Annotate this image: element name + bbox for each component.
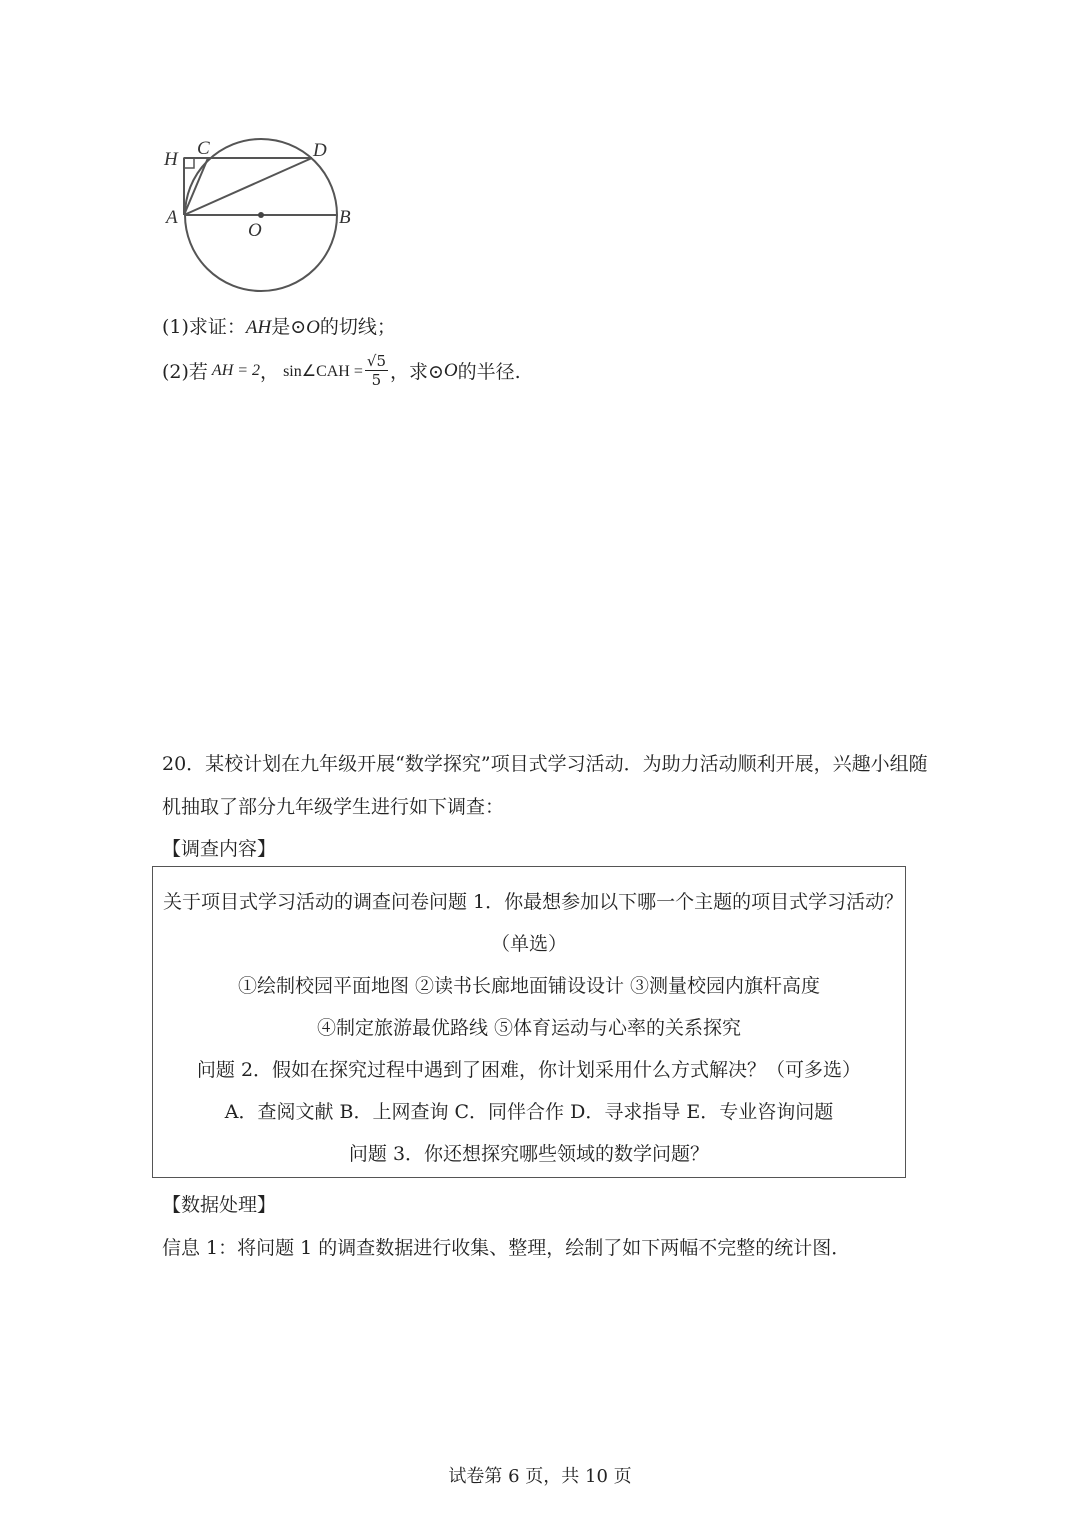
survey-single-choice: （单选） (490, 933, 567, 955)
survey-options-2: ④制定旅游最优路线 ⑤体育运动与心率的关系探究 (316, 1017, 742, 1039)
right-angle-mark (184, 158, 194, 168)
q19-part1: (1)求证：AH是⊙O的切线； (162, 316, 396, 338)
section-survey-heading: 【调查内容】 (162, 838, 277, 860)
survey-q1: 关于项目式学习活动的调查问卷问题 1．你最想参加以下哪一个主题的项目式学习活动？ (163, 891, 904, 913)
survey-options-1: ①绘制校园平面地图 ②读书长廊地面铺设设计 ③测量校园内旗杆高度 (237, 975, 821, 997)
q20-line2: 机抽取了部分九年级学生进行如下调查： (162, 796, 505, 818)
label-d: D (313, 140, 327, 161)
label-c: C (197, 138, 210, 159)
center-point (258, 212, 264, 218)
circle-tangent-figure (150, 128, 370, 303)
label-a: A (166, 207, 178, 228)
label-o: O (248, 220, 262, 241)
survey-q3: 问题 3．你还想探究哪些领域的数学问题？ (348, 1143, 710, 1165)
survey-box (152, 866, 906, 1178)
section-data-heading: 【数据处理】 (162, 1194, 277, 1216)
q19-part2: (2)若 AH = 2 ， sin∠CAH = $\frac{√5}{5}$ ，求⊙ O 的半径. (162, 352, 521, 389)
label-b: B (339, 207, 351, 228)
survey-q2-options: A．查阅文献 B．上网查询 C．同伴合作 D．寻求指导 E．专业咨询问题 (224, 1101, 834, 1123)
sqrt5-over-5-fraction: $\frac{√5}{5}$ (366, 352, 386, 389)
info1-text: 信息 1：将问题 1 的调查数据进行收集、整理，绘制了如下两幅不完整的统计图． (162, 1237, 851, 1259)
label-h: H (164, 149, 178, 170)
page-footer: 试卷第 6 页，共 10 页 (448, 1466, 632, 1487)
q20-line1: 20．某校计划在九年级开展“数学探究”项目式学习活动．为助力活动顺利开展，兴趣小组随 (162, 753, 928, 775)
survey-q2: 问题 2．假如在探究过程中遇到了困难，你计划采用什么方式解决？（可多选） (196, 1059, 862, 1081)
